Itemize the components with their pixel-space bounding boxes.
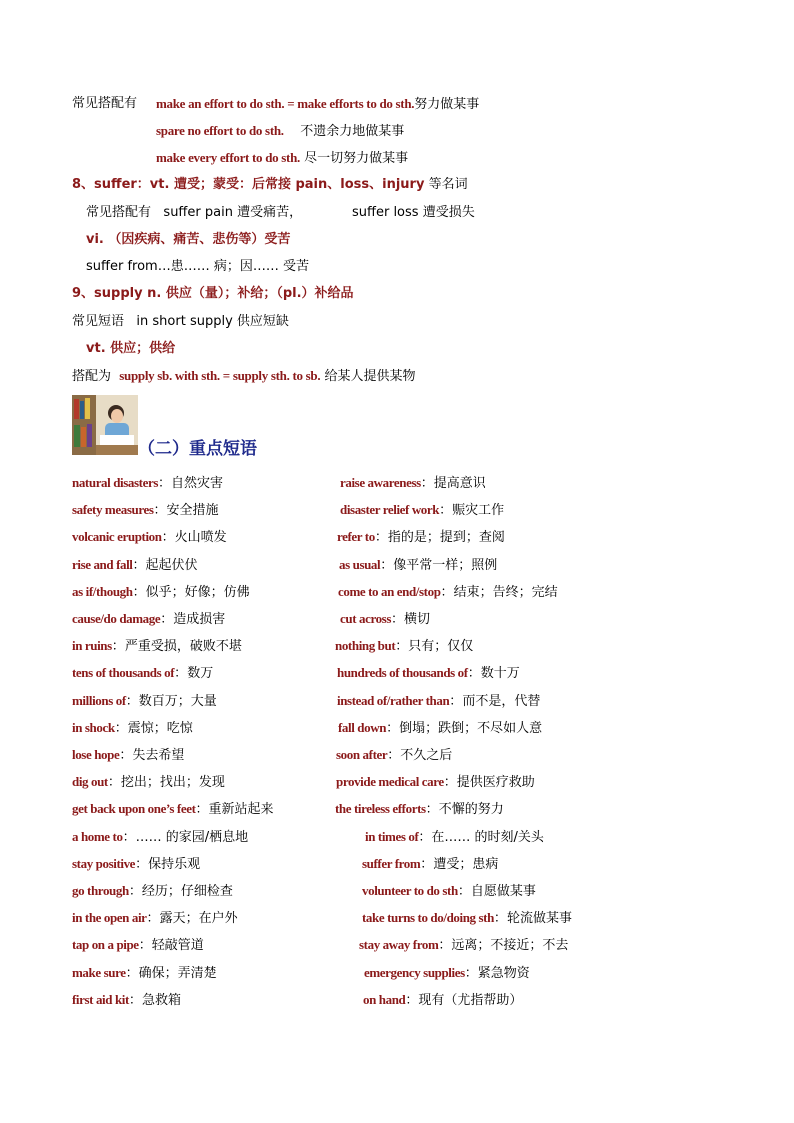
phrase-english: volunteer to do sth (362, 883, 458, 898)
phrase-english: millions of (72, 693, 126, 708)
phrase-english: the tireless efforts (335, 801, 426, 816)
phrase-item (72, 637, 242, 656)
phrase-item (72, 773, 225, 792)
phrase-chinese: 横切 (404, 612, 431, 627)
phrase-english: fall down (338, 720, 387, 735)
phrase-separator: ： (107, 775, 121, 790)
phrase-item (72, 474, 223, 493)
phrase-english: as if/though (72, 584, 133, 599)
phrase-item (335, 637, 473, 656)
phrase-chinese: 轮流做某事 (506, 911, 572, 926)
suffer-from: suffer from…患…… 病；因…… 受苦 (86, 259, 309, 274)
supply-coll-cn: 给某人提供某物 (324, 369, 416, 384)
phrase-item (72, 882, 233, 901)
phrase-separator: ： (195, 802, 209, 817)
phrase-chinese: 紧急物资 (477, 966, 530, 981)
suffer-heading-tail: 等名词 (428, 177, 468, 192)
phrase-separator: ： (420, 476, 434, 491)
phrase-chinese: 不久之后 (400, 748, 453, 763)
phrase-chinese: 提高意识 (433, 476, 486, 491)
phrase-separator: ： (493, 911, 507, 926)
phrase-separator: ： (128, 884, 142, 899)
phrase-chinese: 安全措施 (166, 503, 219, 518)
collocation-2 (156, 122, 404, 141)
phrase-chinese: 结束；告终；完结 (453, 585, 558, 600)
phrase-separator: ： (418, 830, 432, 845)
collocation-3-cn: 尽一切努力做某事 (304, 151, 409, 166)
phrase-item (362, 855, 498, 874)
phrase-separator: ： (161, 530, 175, 545)
phrase-item (336, 746, 452, 765)
phrase-english: in shock (72, 720, 115, 735)
phrase-item (363, 991, 522, 1010)
phrase-chinese: 确保；弄清楚 (138, 966, 217, 981)
phrase-item (72, 664, 213, 683)
phrase-item (362, 909, 572, 928)
phrase-chinese: 似乎；好像；仿佛 (145, 585, 250, 600)
phrase-separator: ： (114, 721, 128, 736)
phrase-chinese: 数万 (187, 666, 214, 681)
phrase-chinese: 不懈的努力 (438, 802, 504, 817)
phrase-item (72, 501, 219, 520)
collocation-1-cn: 努力做某事 (414, 97, 480, 112)
collocation-1-en: make an effort to do sth. = make efforts to do sth. (156, 96, 415, 111)
phrase-item (365, 828, 544, 847)
phrase-english: provide medical care (336, 774, 444, 789)
supply-coll-prefix: 搭配为 (72, 369, 112, 384)
phrase-item (339, 556, 497, 575)
phrase-chinese: 经历；仔细检查 (141, 884, 233, 899)
phrase-item (72, 800, 274, 819)
phrase-english: lose hope (72, 747, 120, 762)
supply-vt: vt. 供应；供给 (86, 341, 176, 356)
suffer-collocations (86, 204, 302, 222)
suffer-heading (72, 176, 468, 194)
phrase-english: soon after (336, 747, 388, 762)
phrase-separator: ： (125, 694, 139, 709)
phrase-chinese: 遭受；患病 (433, 857, 499, 872)
phrase-english: stay positive (72, 856, 136, 871)
phrase-english: dig out (72, 774, 108, 789)
phrase-english: nothing but (335, 638, 396, 653)
phrase-separator: ： (438, 938, 452, 953)
phrase-item (362, 882, 536, 901)
phrase-chinese: 指的是；提到；查阅 (387, 530, 505, 545)
phrase-english: safety measures (72, 502, 154, 517)
supply-phrase-label: 常见短语 (72, 314, 125, 329)
collocation-3 (156, 149, 408, 168)
collocation-label: 常见搭配有 (72, 96, 138, 111)
phrase-chinese: 提供医疗救助 (456, 775, 535, 790)
phrase-item (338, 583, 558, 602)
phrase-english: hundreds of thousands of (337, 665, 468, 680)
phrase-separator: ： (425, 802, 439, 817)
phrase-english: refer to (337, 529, 375, 544)
phrase-chinese: 震惊；吃惊 (127, 721, 193, 736)
phrase-item (337, 664, 520, 683)
phrase-separator: ： (158, 476, 172, 491)
phrase-item (72, 528, 227, 547)
phrase-item (335, 800, 504, 819)
phrase-english: disaster relief work (340, 502, 440, 517)
suffer-coll-1: suffer pain 遭受痛苦， (163, 205, 303, 220)
phrase-item (72, 964, 217, 983)
phrase-item (364, 964, 530, 983)
phrase-chinese: 倒塌；跌倒；不尽如人意 (399, 721, 543, 736)
phrase-chinese: 而不是，代替 (462, 694, 541, 709)
phrase-separator: ： (135, 857, 149, 872)
phrase-chinese: 重新站起来 (208, 802, 274, 817)
phrase-english: instead of/rather than (337, 693, 450, 708)
phrase-item (338, 719, 542, 738)
phrase-chinese: 轻敲管道 (151, 938, 204, 953)
phrase-separator: ： (464, 966, 478, 981)
phrase-chinese: 数百万；大量 (138, 694, 217, 709)
phrase-english: come to an end/stop (338, 584, 441, 599)
phrase-separator: ： (146, 911, 160, 926)
phrase-item (337, 692, 540, 711)
phrase-separator: ： (440, 585, 454, 600)
phrase-chinese: 严重受损，破败不堪 (124, 639, 242, 654)
phrase-chinese: 自然灾害 (171, 476, 224, 491)
phrase-item (72, 692, 217, 711)
phrase-separator: ： (374, 530, 388, 545)
phrase-english: volcanic eruption (72, 529, 162, 544)
phrase-chinese: 像平常一样；照例 (393, 558, 498, 573)
phrase-chinese: 挖出；找出；发现 (120, 775, 225, 790)
phrase-separator: ： (138, 938, 152, 953)
phrase-chinese: 现有（尤指帮助） (418, 993, 523, 1008)
phrase-english: natural disasters (72, 475, 159, 490)
phrase-item (72, 583, 250, 602)
phrase-separator: ： (391, 612, 405, 627)
phrase-english: get back upon one’s feet (72, 801, 196, 816)
phrase-item (72, 991, 181, 1010)
phrase-item (340, 610, 430, 629)
phrase-separator: ： (449, 694, 463, 709)
collocation-2-en: spare no effort to do sth. (156, 123, 284, 138)
phrase-chinese: 造成损害 (173, 612, 226, 627)
supply-collocation (72, 367, 415, 386)
phrase-chinese: 火山喷发 (174, 530, 227, 545)
phrase-item (336, 773, 535, 792)
phrase-item (337, 528, 505, 547)
phrase-separator: ： (395, 639, 409, 654)
phrase-item (72, 855, 200, 874)
phrase-chinese: 只有；仅仅 (408, 639, 474, 654)
phrase-separator: ： (443, 775, 457, 790)
phrase-chinese: 失去希望 (132, 748, 185, 763)
phrase-english: suffer from (362, 856, 421, 871)
supply-heading: 9、supply n. 供应（量）；补给；（pl.）补给品 (72, 286, 354, 301)
phrase-english: make sure (72, 965, 126, 980)
supply-coll-en: supply sb. with sth. = supply sth. to sb. (119, 368, 321, 383)
suffer-heading-text: 8、suffer：vt. 遭受；蒙受：后常接 pain、loss、injury (72, 177, 425, 192)
phrase-chinese: 急救箱 (141, 993, 181, 1008)
phrase-english: a home to (72, 829, 123, 844)
phrase-english: tens of thousands of (72, 665, 175, 680)
section-title: （二）重点短语 (138, 439, 257, 459)
phrase-chinese: …… 的家园/栖息地 (135, 830, 249, 845)
phrase-separator: ： (125, 966, 139, 981)
phrase-english: emergency supplies (364, 965, 465, 980)
phrase-item (72, 828, 248, 847)
phrase-english: in times of (365, 829, 419, 844)
supply-phrase (72, 313, 289, 331)
phrase-item (359, 936, 568, 955)
phrase-english: first aid kit (72, 992, 129, 1007)
phrase-english: in ruins (72, 638, 112, 653)
phrase-separator: ： (420, 857, 434, 872)
phrase-item (72, 610, 225, 629)
phrase-english: raise awareness (340, 475, 421, 490)
phrase-separator: ： (386, 721, 400, 736)
phrase-english: tap on a pipe (72, 937, 139, 952)
phrase-separator: ： (380, 558, 394, 573)
phrase-chinese: 赈灾工作 (452, 503, 505, 518)
collocation-1 (156, 95, 479, 114)
phrase-separator: ： (174, 666, 188, 681)
phrase-english: as usual (339, 557, 381, 572)
phrase-separator: ： (122, 830, 136, 845)
suffer-vi: vi. （因疾病、痛苦、悲伤等）受苦 (86, 232, 291, 247)
phrase-separator: ： (467, 666, 481, 681)
suffer-coll-label: 常见搭配有 (86, 205, 152, 220)
phrase-item (72, 556, 198, 575)
phrase-separator: ： (457, 884, 471, 899)
phrase-english: take turns to do/doing sth (362, 910, 494, 925)
phrase-item (72, 936, 204, 955)
phrase-english: cause/do damage (72, 611, 161, 626)
phrase-separator: ： (119, 748, 133, 763)
phrase-english: in the open air (72, 910, 147, 925)
phrase-chinese: 起起伏伏 (145, 558, 198, 573)
phrase-item (340, 501, 504, 520)
phrase-separator: ： (111, 639, 125, 654)
phrase-item (340, 474, 486, 493)
phrase-english: stay away from (359, 937, 439, 952)
phrase-english: go through (72, 883, 129, 898)
phrase-chinese: 露天；在户外 (159, 911, 238, 926)
phrase-separator: ： (405, 993, 419, 1008)
phrase-separator: ： (439, 503, 453, 518)
phrase-english: on hand (363, 992, 406, 1007)
phrase-english: rise and fall (72, 557, 133, 572)
collocation-3-en: make every effort to do sth. (156, 150, 300, 165)
phrase-chinese: 数十万 (480, 666, 520, 681)
phrase-separator: ： (128, 993, 142, 1008)
phrase-chinese: 自愿做某事 (470, 884, 536, 899)
collocation-2-cn: 不遗余力地做某事 (300, 124, 405, 139)
phrase-separator: ： (153, 503, 167, 518)
phrase-chinese: 在…… 的时刻/关头 (431, 830, 544, 845)
supply-phrase-text: in short supply 供应短缺 (136, 314, 289, 329)
phrase-item (72, 719, 193, 738)
student-reading-photo (72, 395, 138, 455)
phrase-chinese: 远离；不接近；不去 (451, 938, 569, 953)
phrase-separator: ： (160, 612, 174, 627)
phrase-separator: ： (387, 748, 401, 763)
phrase-chinese: 保持乐观 (148, 857, 201, 872)
phrase-item (72, 746, 184, 765)
phrase-english: cut across (340, 611, 392, 626)
suffer-coll-2: suffer loss 遭受损失 (352, 205, 475, 220)
phrase-separator: ： (132, 558, 146, 573)
phrase-separator: ： (132, 585, 146, 600)
phrase-item (72, 909, 238, 928)
